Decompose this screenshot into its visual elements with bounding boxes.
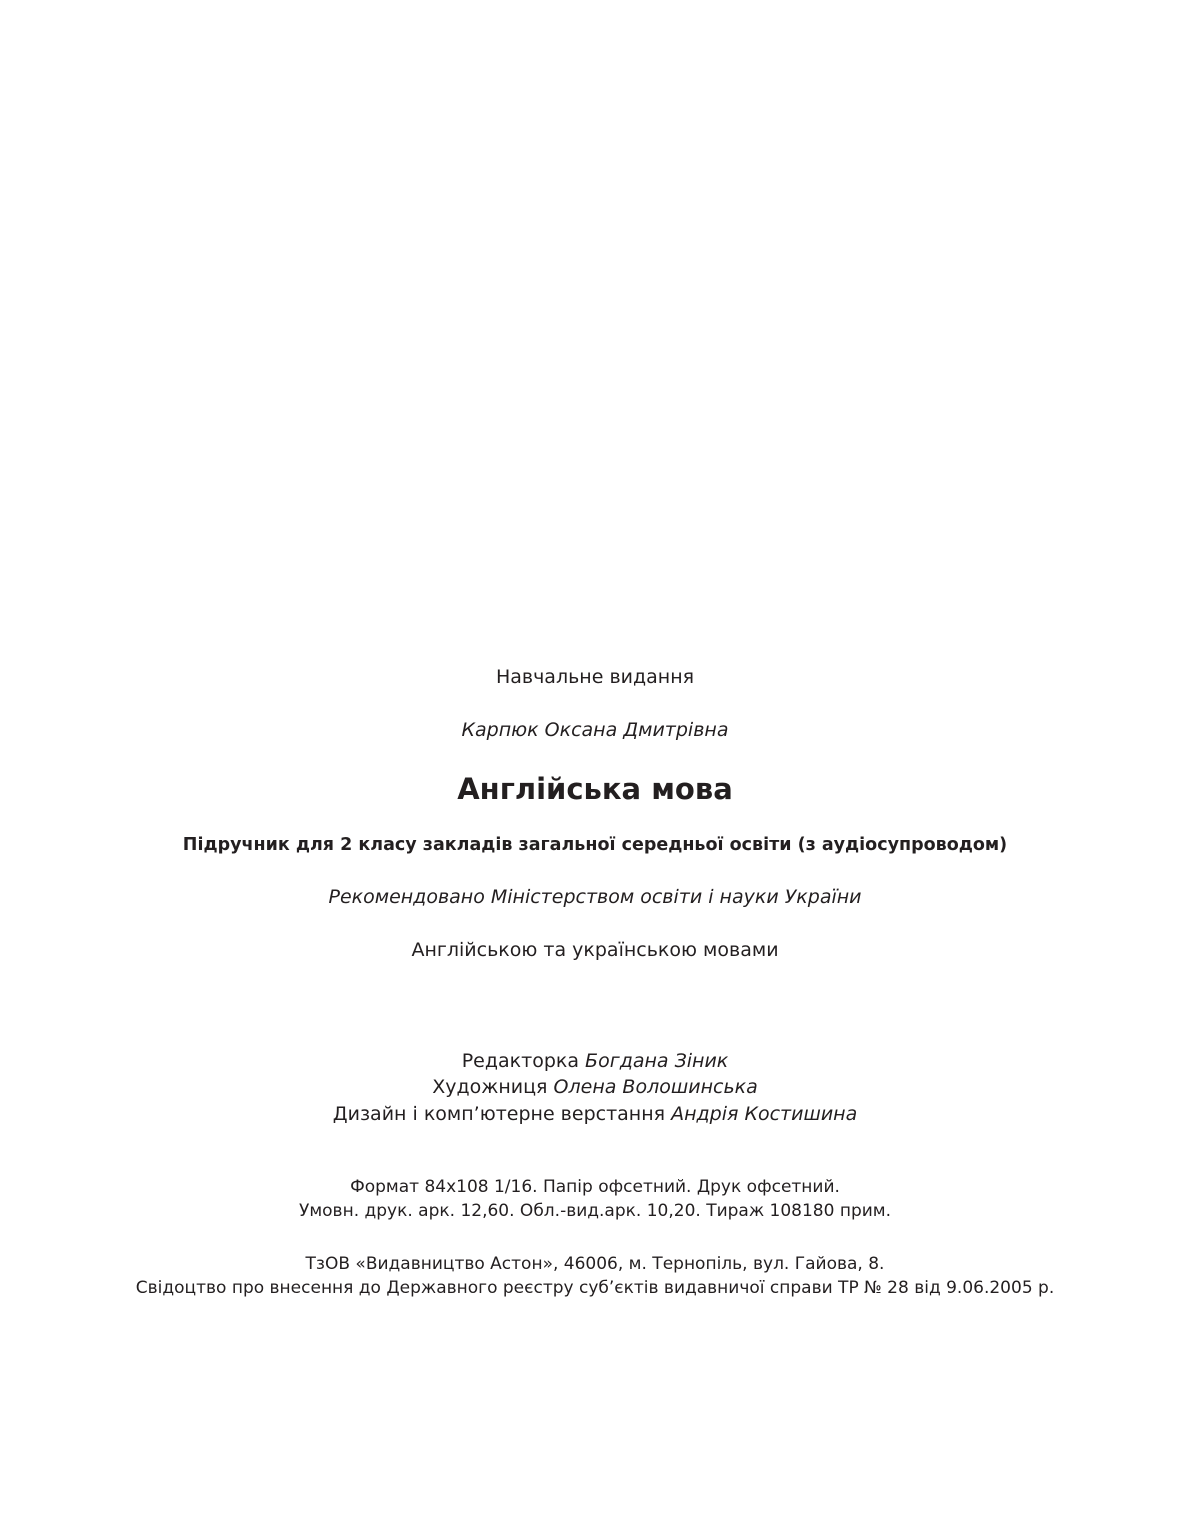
imprint-publisher: ТзОВ «Видавництво Астон», 46006, м. Тернопіль, вул. Гайова, 8. [305,1254,885,1274]
author-name: Карпюк Оксана Дмитрівна [461,719,729,741]
credit-role: Дизайн і комп’ютерне верстання [332,1103,666,1125]
imprint-print-details: Умовн. друк. арк. 12,60. Обл.-вид.арк. 10,20. Тираж 108180 прим. [298,1201,892,1221]
credit-artist [0,1076,1190,1098]
imprint-format: Формат 84x108 1/16. Папір офсетний. Друк офсетний. [350,1177,840,1197]
recommendation-note: Рекомендовано Міністерством освіти і науки України [328,886,862,908]
credit-design [0,1103,1190,1125]
book-title: Англійська мова [457,772,733,806]
credit-name: Олена Волошинська [553,1076,758,1098]
credit-role: Редакторка [461,1050,579,1072]
languages-note: Англійською та українською мовами [411,939,779,961]
credit-name: Богдана Зіник [585,1050,729,1072]
edition-type: Навчальне видання [495,666,695,688]
credit-name: Андрія Костишина [671,1103,858,1125]
credit-role: Художниця [432,1076,548,1098]
credit-editor [0,1050,1190,1072]
imprint-certificate: Свідоцтво про внесення до Державного реєстру суб’єктів видавничої справи ТР № 28 від 9.06.2005 р. [135,1278,1055,1298]
book-subtitle: Підручник для 2 класу закладів загальної середньої освіти (з аудіосупроводом) [182,835,1008,855]
